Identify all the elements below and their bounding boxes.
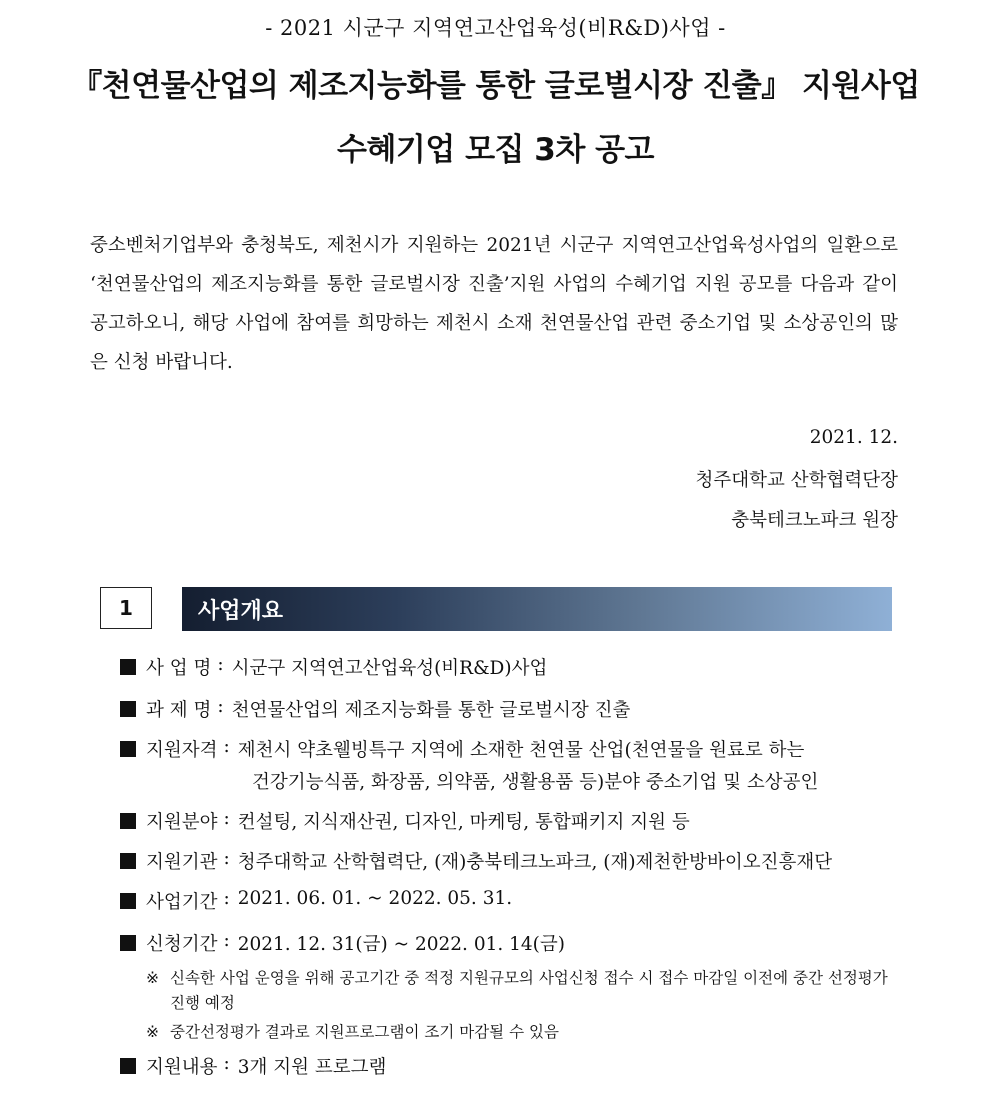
square-bullet-icon xyxy=(120,813,136,829)
item-colon: : xyxy=(217,696,224,717)
note-mark: ※ xyxy=(146,969,159,987)
item-colon: : xyxy=(223,1053,230,1074)
list-item xyxy=(120,654,910,680)
page-title-line2: 수혜기업 모집 3차 공고 xyxy=(337,132,654,168)
square-bullet-icon xyxy=(120,701,136,717)
item-value: 제천시 약초웰빙특구 지역에 소재한 천연물 산업(천연물을 원료로 하는 xyxy=(237,740,805,761)
note xyxy=(146,1020,900,1045)
signatory-2: 충북테크노파크 원장 xyxy=(731,510,898,531)
item-label: 지원내용 xyxy=(146,1057,218,1078)
item-label: 지원분야 xyxy=(146,812,218,833)
note-text: 신속한 사업 운영을 위해 공고기간 중 적정 지원규모의 사업신청 접수 시 접수 마감일 이전에 중간 선정평가 진행 예정 xyxy=(170,969,888,1012)
square-bullet-icon xyxy=(120,935,136,951)
item-label: 지원자격 xyxy=(146,740,218,761)
section-title: 사업개요 xyxy=(198,598,284,624)
subtitle: - 2021 시군구 지역연고산업육성(비R&D)사업 - xyxy=(265,16,726,40)
square-bullet-icon xyxy=(120,893,136,909)
square-bullet-icon xyxy=(120,741,136,757)
square-bullet-icon xyxy=(120,1058,136,1074)
item-colon: : xyxy=(223,848,230,869)
square-bullet-icon xyxy=(120,659,136,675)
list-item xyxy=(120,736,910,762)
page-title: 『천연물산업의 제조지능화를 통한 글로벌시장 진출』 지원사업 xyxy=(71,68,920,104)
item-colon: : xyxy=(223,888,230,909)
note xyxy=(146,966,900,1016)
item-value: 청주대학교 산학협력단, (재)충북테크노파크, (재)제천한방바이오진흥재단 xyxy=(237,852,833,873)
announcement-date: 2021. 12. xyxy=(809,427,898,448)
list-item xyxy=(120,1053,910,1079)
item-colon: : xyxy=(223,930,230,951)
item-label: 지원기관 xyxy=(146,852,218,873)
square-bullet-icon xyxy=(120,853,136,869)
item-value: 2021. 06. 01. ~ 2022. 05. 31. xyxy=(237,888,513,909)
section-number: 1 xyxy=(100,587,152,629)
item-colon: : xyxy=(223,736,230,757)
list-item xyxy=(120,888,910,914)
item-colon: : xyxy=(217,654,224,675)
item-label: 신청기간 xyxy=(146,934,218,955)
section-header xyxy=(182,587,892,631)
note-mark: ※ xyxy=(146,1023,159,1041)
list-item xyxy=(120,930,910,956)
item-value: 시군구 지역연고산업육성(비R&D)사업 xyxy=(231,658,548,679)
item-value: 천연물산업의 제조지능화를 통한 글로벌시장 진출 xyxy=(231,700,631,721)
list-item xyxy=(120,848,910,874)
list-item xyxy=(120,696,910,722)
item-value: 3개 지원 프로그램 xyxy=(237,1057,387,1078)
item-label: 과 제 명 xyxy=(146,700,212,721)
note-text: 중간선정평가 결과로 지원프로그램이 조기 마감될 수 있음 xyxy=(170,1023,559,1041)
item-label: 사업기간 xyxy=(146,892,218,913)
item-value: 컨설팅, 지식재산권, 디자인, 마케팅, 통합패키지 지원 등 xyxy=(237,812,690,833)
item-value: 2021. 12. 31(금) ~ 2022. 01. 14(금) xyxy=(237,934,565,955)
signatory-1: 청주대학교 산학협력단장 xyxy=(695,470,898,491)
list-item xyxy=(120,808,910,834)
item-label: 사 업 명 xyxy=(146,658,212,679)
intro-paragraph: 중소벤처기업부와 충청북도, 제천시가 지원하는 2021년 시군구 지역연고산업육성사업의 일환으로 ‘천연물산업의 제조지능화를 통한 글로벌시장 진출’지원 사업의 수혜기업 지원 공모를 다음과 같이 공고하오니, 해당 사업에 참여를 희망하는 제천시 소재 천연물산업 관련 중소기업 및 소상공인의 많은 신청 바랍니다. xyxy=(90,235,898,373)
item-colon: : xyxy=(223,808,230,829)
item-value-continued: 건강기능식품, 화장품, 의약품, 생활용품 등)분야 중소기업 및 소상공인 xyxy=(252,772,819,793)
